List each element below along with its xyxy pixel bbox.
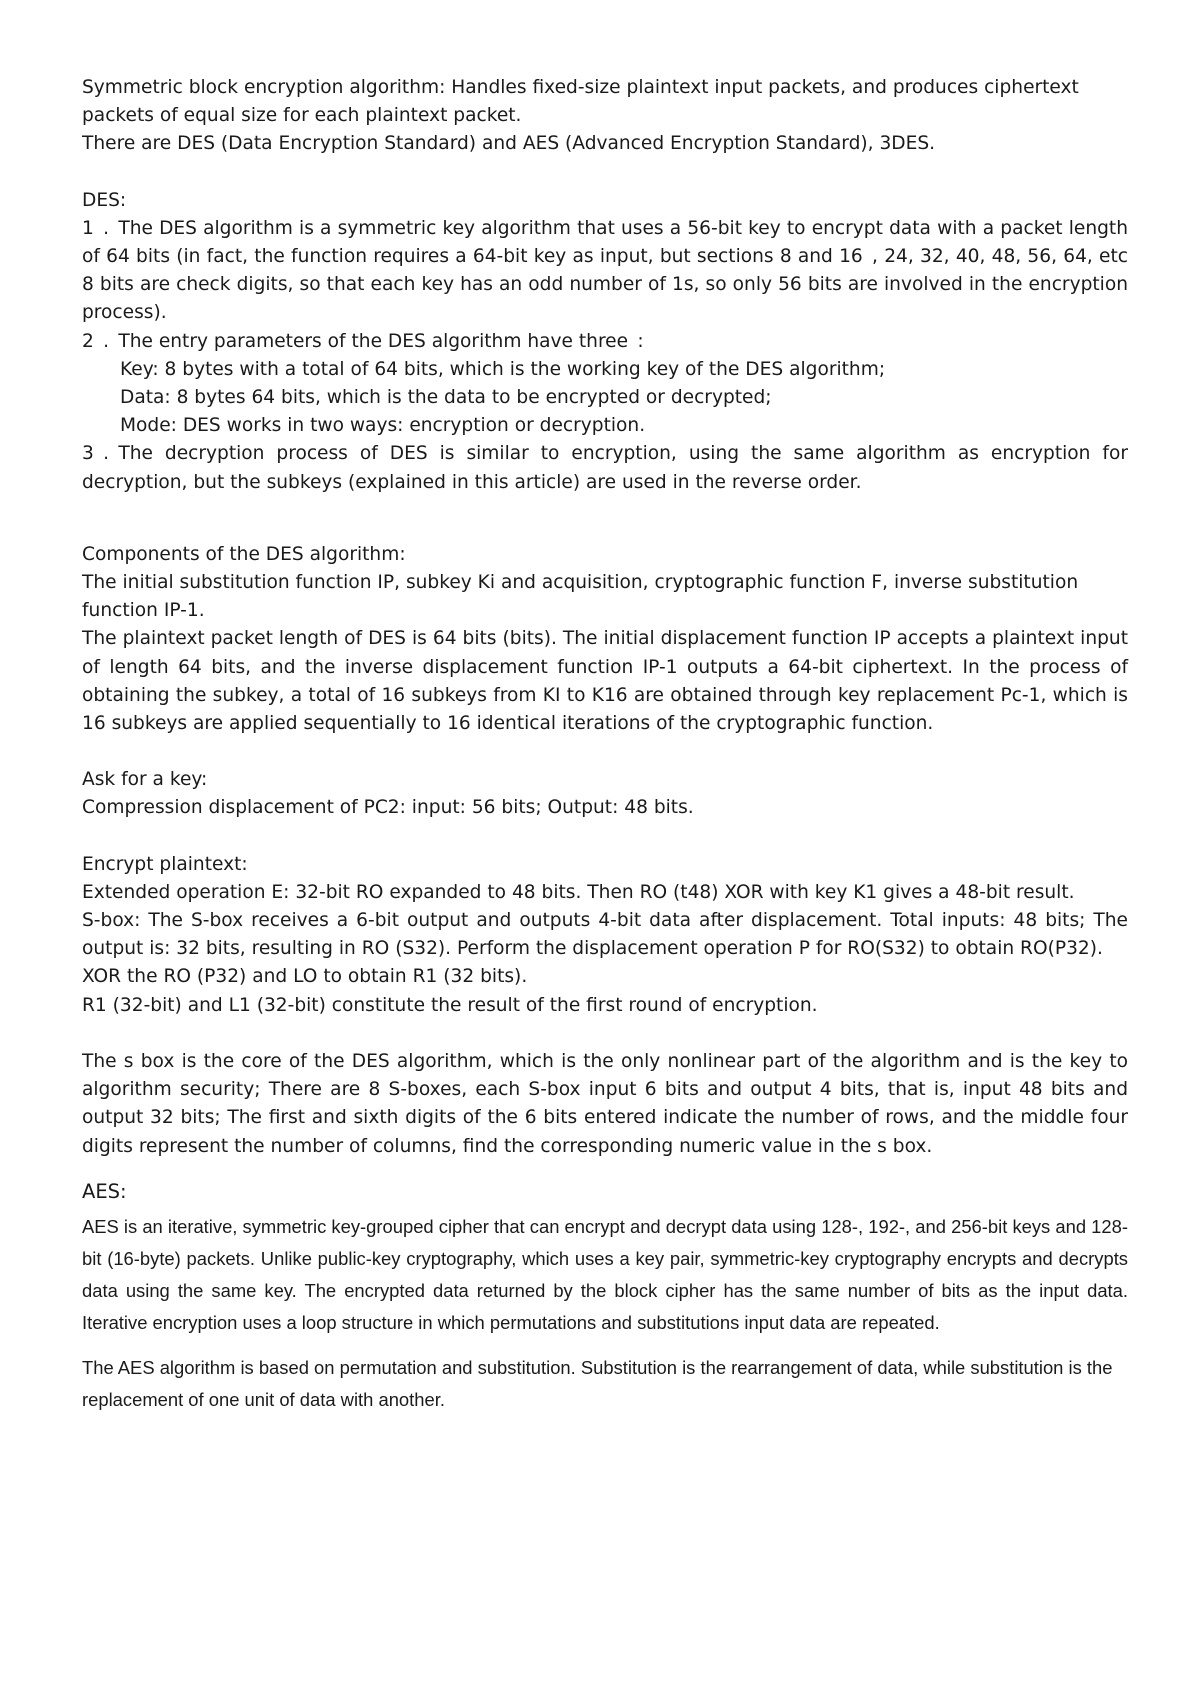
des-heading: DES:: [82, 189, 127, 211]
aes-heading: AES:: [82, 1179, 127, 1203]
intro-paragraph-2: There are DES (Data Encryption Standard) and AES (Advanced Encryption Standard), 3DES.: [82, 133, 936, 155]
des-item-1: 1 . The DES algorithm is a symmetric key algorithm that uses a 56-bit key to encrypt data with a packet length of 64 bits (in fact, the function requires a 64-bit key as input, but sections 8 and 16 , 24, 32, 40, 48, 56, 64, etc 8 bits are check digits, so that each key has an odd number of 1s, so only 56 bits are involved in the encryption process).: [82, 217, 1128, 324]
components-paragraph-1: The initial substitution function IP, subkey Ki and acquisition, cryptographic function F, inverse substitution function IP-1.: [82, 572, 1079, 622]
encrypt-paragraph-2: S-box: The S-box receives a 6-bit output and outputs 4-bit data after displacement. Total inputs: 48 bits; The output is: 32 bits, resulting in RO (S32). Perform the displacement operation P for RO(S32) to obtain RO(P32).: [82, 910, 1128, 960]
spacer: [82, 159, 1128, 187]
document-page: [82, 74, 1128, 1416]
aes-paragraph-2: The AES algorithm is based on permutation and substitution. Substitution is the rearrangement of data, while substitution is the replacement of one unit of data with another.: [82, 1356, 1113, 1410]
encrypt-heading: Encrypt plaintext:: [82, 853, 248, 875]
spacer: [82, 823, 1128, 851]
spacer: [82, 738, 1128, 766]
sbox-paragraph: The s box is the core of the DES algorithm, which is the only nonlinear part of the algorithm and is the key to algorithm security; There are 8 S-boxes, each S-box input 6 bits and output 4 bits, that is, input 48 bits and output 32 bits; The first and sixth digits of the 6 bits entered indicate the number of rows, and the middle four digits represent the number of columns, find the corresponding numeric value in the s box.: [82, 1050, 1128, 1157]
des-item-2-data: Data: 8 bytes 64 bits, which is the data to be encrypted or decrypted;: [120, 387, 772, 409]
des-item-2: 2 . The entry parameters of the DES algorithm have three :: [82, 330, 644, 352]
key-heading: Ask for a key:: [82, 769, 208, 791]
aes-paragraph-1: AES is an iterative, symmetric key-grouped cipher that can encrypt and decrypt data using 128-, 192-, and 256-bit keys and 128-bit (16-byte) packets. Unlike public-key cryptography, which uses a key pair, symmetric-key cryptography encrypts and decrypts data using the same key. The encrypted data returned by the block cipher has the same number of bits as the input data. Iterative encryption uses a loop structure in which permutations and substitutions input data are repeated.: [82, 1215, 1128, 1334]
components-heading: Components of the DES algorithm:: [82, 543, 406, 565]
encrypt-paragraph-1: Extended operation E: 32-bit RO expanded to 48 bits. Then RO (t48) XOR with key K1 gives a 48-bit result.: [82, 881, 1075, 903]
des-item-2-mode: Mode: DES works in two ways: encryption or decryption.: [120, 415, 646, 437]
key-paragraph: Compression displacement of PC2: input: 56 bits; Output: 48 bits.: [82, 797, 694, 819]
encrypt-paragraph-3: XOR the RO (P32) and LO to obtain R1 (32 bits).: [82, 966, 528, 988]
encrypt-paragraph-4: R1 (32-bit) and L1 (32-bit) constitute the result of the first round of encryption.: [82, 994, 818, 1016]
spacer: [82, 497, 1128, 541]
intro-paragraph-1: Symmetric block encryption algorithm: Handles fixed-size plaintext input packets, and produces ciphertext packets of equal size for each plaintext packet.: [82, 77, 1079, 127]
spacer: [82, 1020, 1128, 1048]
des-item-3: 3 . The decryption process of DES is similar to encryption, using the same algorithm as encryption for decryption, but the subkeys (explained in this article) are used in the reverse order.: [82, 443, 1128, 493]
components-paragraph-2: The plaintext packet length of DES is 64 bits (bits). The initial displacement function IP accepts a plaintext input of length 64 bits, and the inverse displacement function IP-1 outputs a 64-bit ciphertext. In the process of obtaining the subkey, a total of 16 subkeys from KI to K16 are obtained through key replacement Pc-1, which is 16 subkeys are applied sequentially to 16 identical iterations of the cryptographic function.: [82, 628, 1128, 735]
des-item-2-key: Key: 8 bytes with a total of 64 bits, which is the working key of the DES algorithm;: [120, 358, 886, 380]
spacer: [82, 1161, 1128, 1177]
